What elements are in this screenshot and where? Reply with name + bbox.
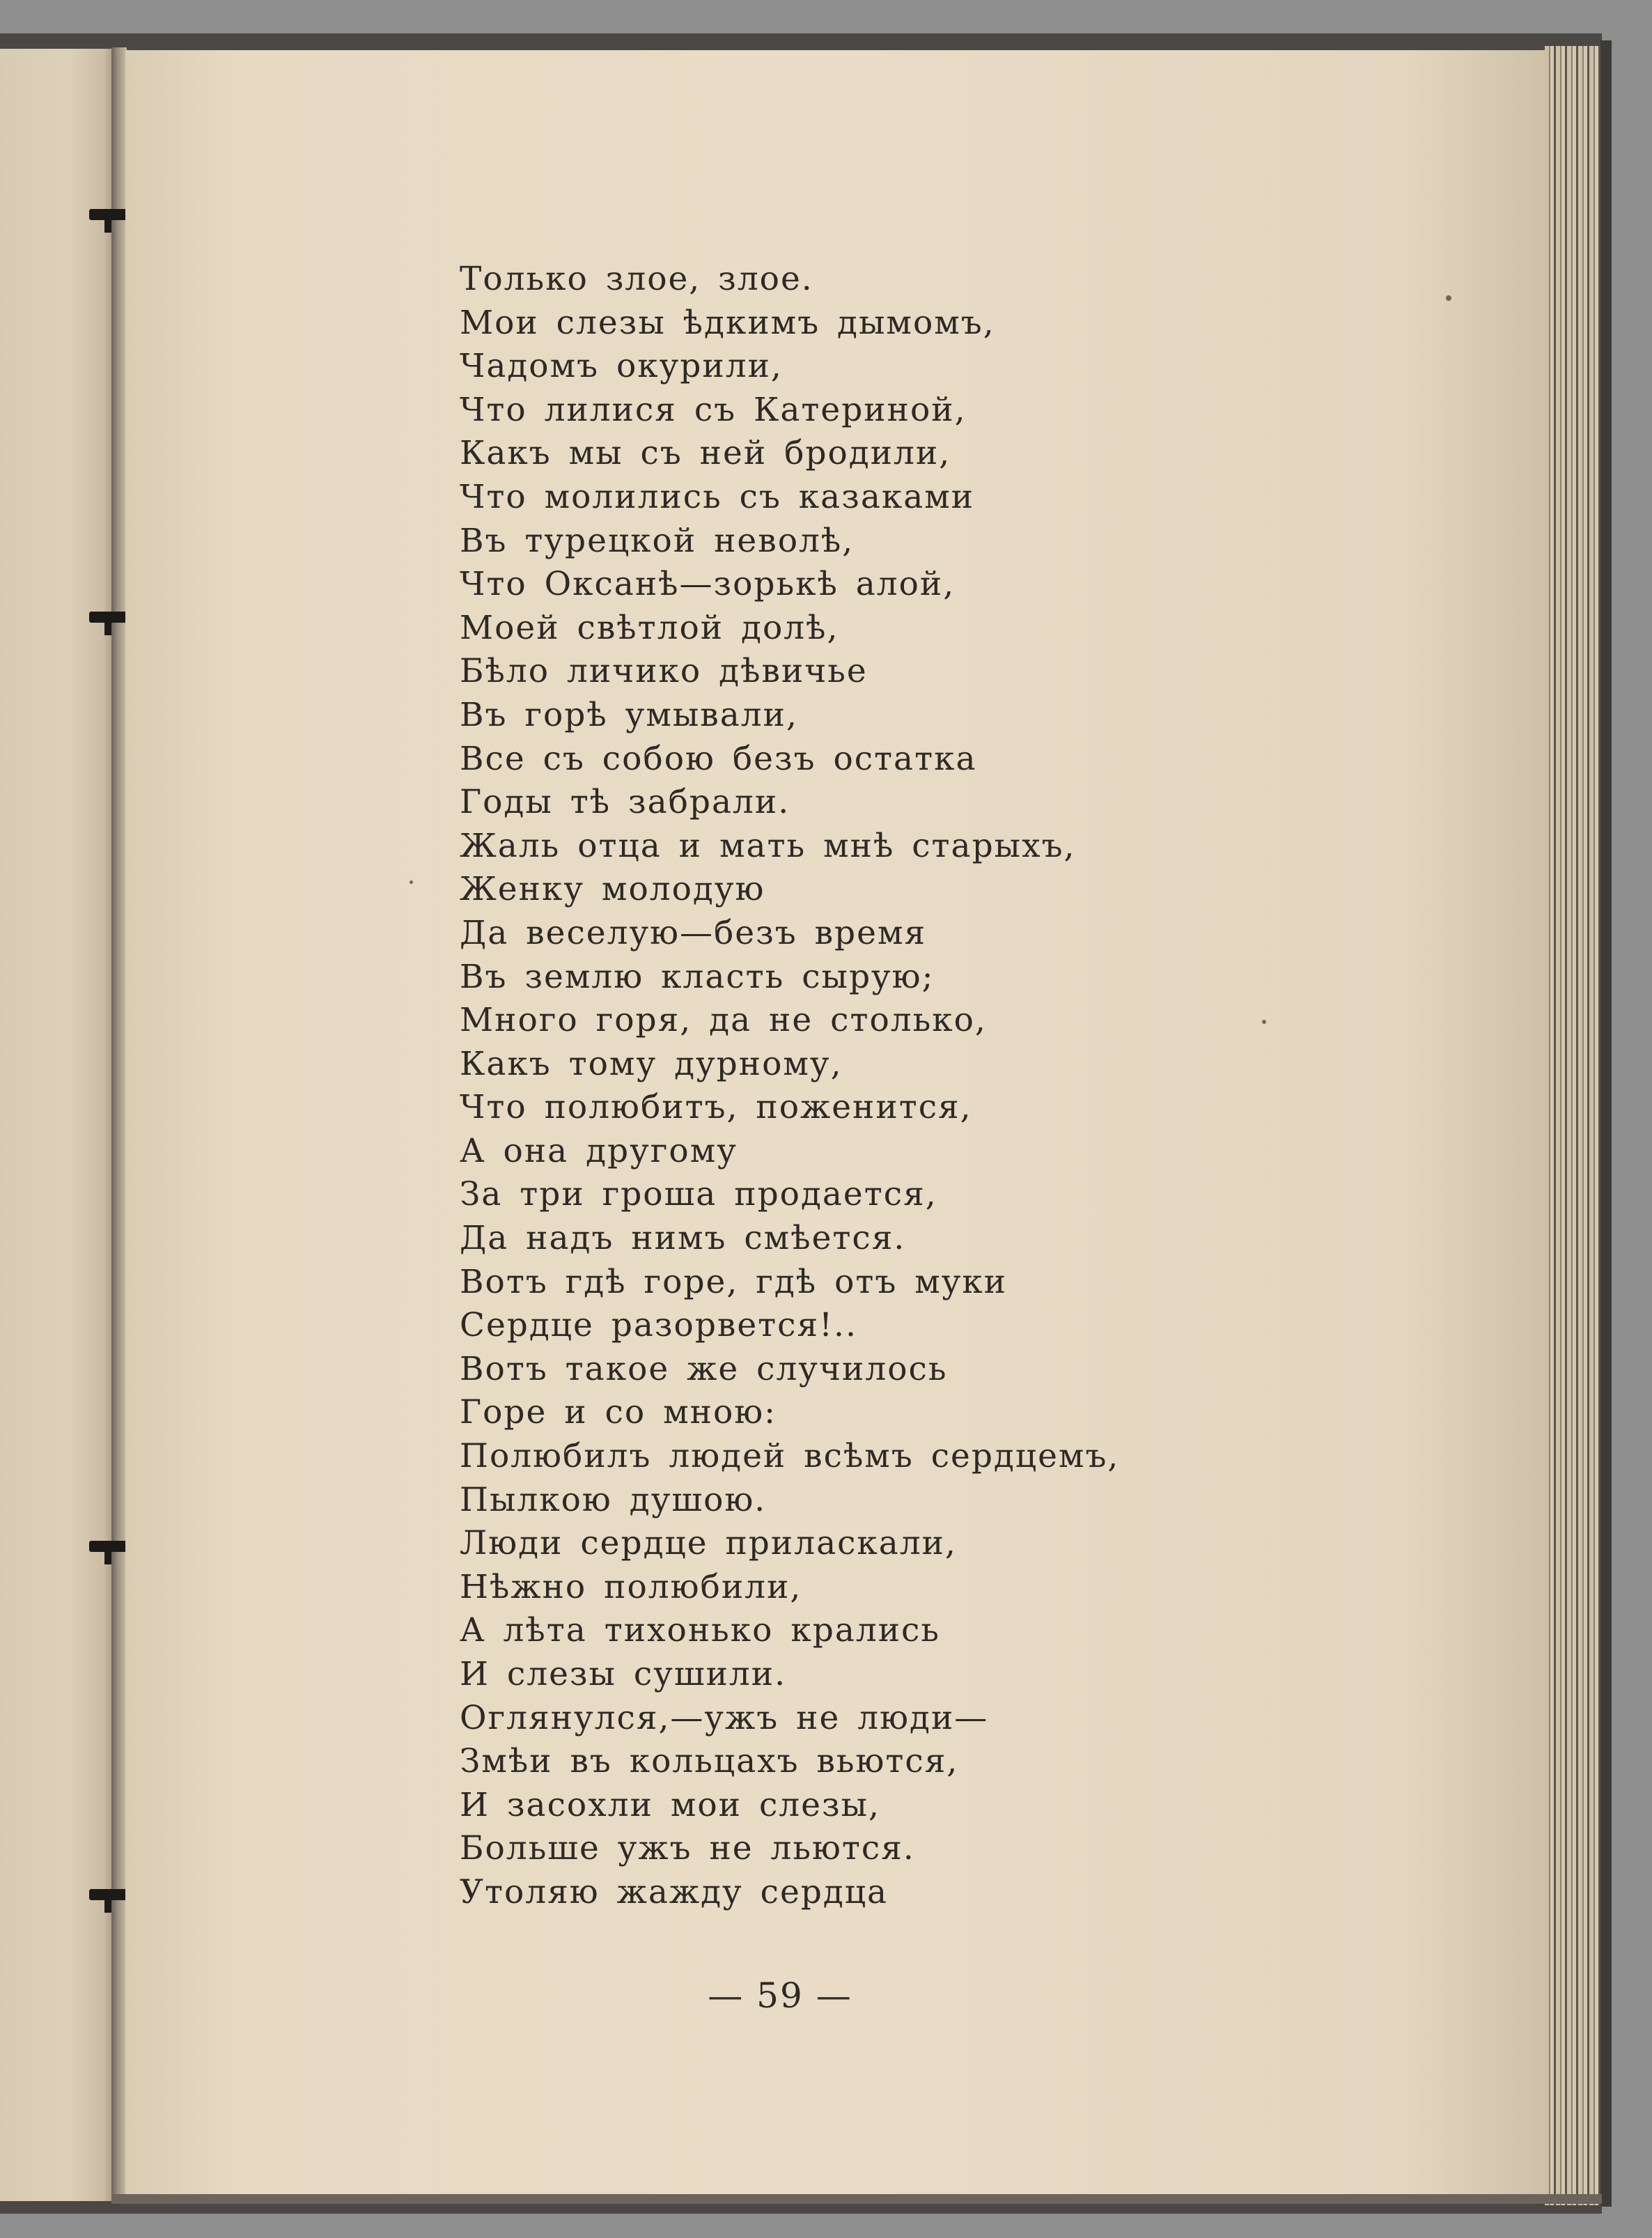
poem-line: Полюбилъ людей всѣмъ сердцемъ,	[460, 1437, 1120, 1476]
binding-stitch	[89, 612, 131, 623]
poem-line: Много горя, да не столько,	[460, 1001, 987, 1040]
poem-line: Да надъ нимъ смѣется.	[460, 1219, 906, 1258]
poem-line: Все съ собою безъ остатка	[460, 739, 977, 778]
poem-line: Бѣло личико дѣвичье	[460, 652, 868, 691]
poem-line: За три гроша продается,	[460, 1175, 937, 1214]
poem-line: Люди сердце приласкали,	[460, 1524, 957, 1563]
poem-line: Что лилися съ Катериной,	[460, 390, 967, 429]
left-page-sliver	[0, 49, 115, 2201]
poem-line: Чадомъ окурили,	[460, 347, 783, 386]
poem-line: Вотъ такое же случилось	[460, 1349, 948, 1388]
poem-line: Женку молодую	[460, 870, 765, 909]
book-gutter	[111, 47, 127, 2203]
poem-line: Что молились съ казаками	[460, 477, 975, 516]
poem-line: А она другому	[460, 1131, 738, 1170]
poem-text	[460, 258, 1119, 1915]
binding-stitch	[89, 209, 131, 220]
poem-line: Да веселую—безъ время	[460, 913, 927, 952]
poem-line: Что Оксанѣ—зорькѣ алой,	[460, 565, 956, 604]
poem-line: Горе и со мною:	[460, 1393, 777, 1432]
poem-line: Мои слезы ѣдкимъ дымомъ,	[460, 303, 995, 342]
poem-line: Сердце разорвется!..	[460, 1306, 857, 1345]
poem-line: Въ горѣ умывали,	[460, 695, 798, 734]
page-edges	[1545, 46, 1600, 2205]
poem-line: Въ турецкой неволѣ,	[460, 521, 855, 560]
paper-speck	[1446, 295, 1451, 301]
poem-line: Оглянулся,—ужъ не люди—	[460, 1698, 989, 1737]
poem-line: Жаль отца и мать мнѣ старыхъ,	[460, 826, 1076, 865]
binding-stitch	[89, 1889, 131, 1900]
poem-line: Какъ тому дурному,	[460, 1044, 843, 1083]
poem-line: Годы тѣ забрали.	[460, 783, 790, 822]
paper-speck	[410, 880, 413, 884]
poem-line: И засохли мои слезы,	[460, 1785, 880, 1824]
poem-line: Какъ мы съ ней бродили,	[460, 434, 951, 473]
poem-line: Нѣжно полюбили,	[460, 1567, 802, 1606]
poem-line: Утоляю жажду сердца	[460, 1872, 889, 1911]
poem-line: Вотъ гдѣ горе, гдѣ отъ муки	[460, 1262, 1008, 1301]
poem-line: Только злое, злое.	[460, 260, 813, 298]
poem-line: Змѣи въ кольцахъ вьются,	[460, 1742, 959, 1781]
poem-line: Пылкою душою.	[460, 1480, 767, 1519]
poem-line: Больше ужъ не льются.	[460, 1829, 915, 1868]
paper-speck	[1262, 1020, 1266, 1024]
book-spine-edge	[1600, 40, 1612, 2207]
poem-line: Въ землю класть сырую;	[460, 957, 935, 996]
page-number: — 59 —	[708, 1975, 852, 2016]
poem-line: Что полюбитъ, поженится,	[460, 1088, 972, 1127]
poem-line: А лѣта тихонько крались	[460, 1611, 940, 1650]
poem-line: Моей свѣтлой долѣ,	[460, 608, 839, 647]
poem-line: И слезы сушили.	[460, 1655, 787, 1693]
binding-stitch	[89, 1541, 131, 1552]
page-bottom-edge	[111, 2194, 1602, 2204]
